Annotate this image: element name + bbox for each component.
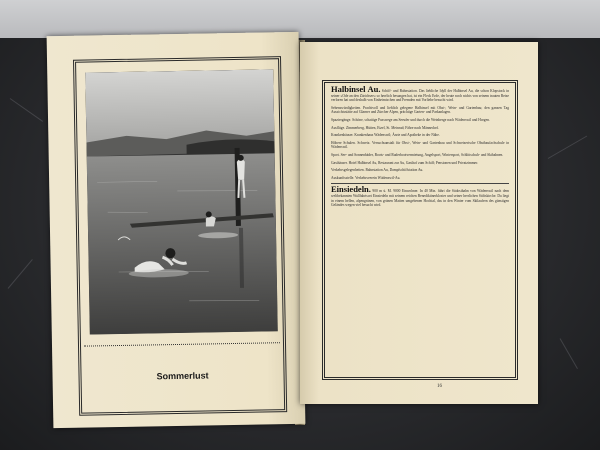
entry-krankenhaeuser: Krankenhäuser. Krankenhaus Wädenswil; Ärzte und Apotheke in der Nähe. (331, 133, 440, 138)
entry-ausfluege: Ausflüge. Zimmerberg, Hütten, Etzel, St. Meinrad; Fähre nach Männedorf. (331, 125, 439, 130)
caption-box (84, 342, 281, 408)
entry-auskunft: Auskunftsstelle. Verkehrsverein Wädenswil-Au. (331, 175, 401, 180)
einsiedeln-text: 900 m ü. M. 9000 Einwohner. In 40 Min. führt die Südostbahn von Wädenswil nach dem weltbekannten Wallfahrtsort Einsiedeln mit seinem reichen Benediktinerkloster und seiner herrlichen Stiftskirche. Da liegt in einem hellen, alpengrünen, von grünen Matten umgebenen Hochtal, das in den Winter vom Skilaufern des günstigen Geländes wegen viel besucht wird. (331, 189, 509, 208)
lake-swimmers-photo (85, 69, 278, 334)
entry-spaziergaenge: Spaziergänge. Schöne, schattige Fusswege am Seeufer und durch die Weinberge nach Wädenswil und Horgen. (331, 117, 490, 122)
entry-sport: Sport. See- und Sonnenbäder, Boots- und Ruderbootvermietung, Angelsport, Wintersport, Schlittschuh- und Skibahnen. (331, 152, 504, 157)
page-number: 16 (437, 384, 442, 389)
einsiedeln-section (331, 184, 509, 208)
left-page (47, 32, 306, 428)
au-section (331, 84, 509, 103)
au-intro-text: Schiff- und Bahnstation. Das liebliche Idyll der Halbinsel Au, die schon Klopstock in seiner »Ode an den Zürichsee« so herrlich besungen hat, ist ein Fleck Erde, der heute noch nichts von seinem trauten Reize verloren hat und deshalb von Einheimischen und Fremden mit Vorliebe besucht wird. (331, 89, 509, 103)
right-page (300, 42, 538, 404)
heading-halbinsel-au: Halbinsel Au. (331, 84, 381, 94)
photo-caption: Sommerlust (156, 370, 209, 382)
top-background (0, 0, 600, 38)
left-page-frame (73, 56, 287, 416)
entry-hoehere-schulen: Höhere Schulen. Schweiz. Versuchsanstalt für Obst-, Wein- und Gartenbau und Schweizerische Obstbaufachschule in Wädenswil. (331, 140, 509, 150)
entry-sehenswuerdigkeiten: Sehenswürdigkeiten. Prachtvoll und lieblich gelegene Halbinsel mit Obst-, Wein- und Gartenbau; den ganzen Tag Aussichtsstätte auf Glarner und Zürcher Alpen, prächtige Garten- und Parkanlagen. (331, 105, 509, 115)
entry-gasthaeuser: Gasthäuser. Hotel Halbinsel Au, Restaurant zur Au, Gasthof zum Schiff; Pensionen und Privatzimmer. (331, 160, 479, 165)
right-page-frame (322, 80, 518, 380)
entry-verkehr: Verkehrsgelegenheiten. Bahnstation Au, Dampfschiffstation Au. (331, 168, 424, 173)
heading-einsiedeln: Einsiedeln. (331, 184, 371, 195)
